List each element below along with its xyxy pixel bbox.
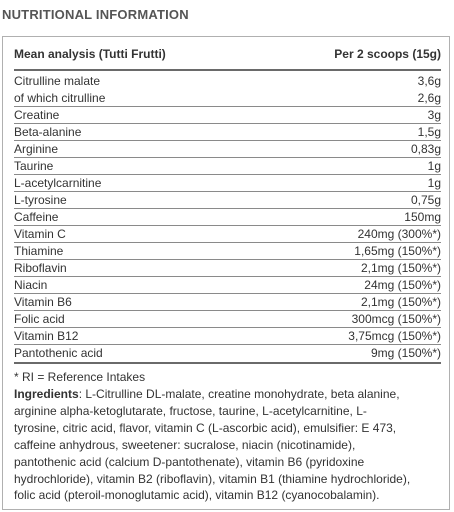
table-header	[14, 47, 441, 63]
header-divider	[14, 69, 441, 71]
table-row	[14, 311, 441, 328]
table-row	[14, 209, 441, 226]
nutrient-name: Thiamine	[14, 244, 64, 258]
nutrient-name: of which citrulline	[14, 91, 106, 105]
nutrient-name: Riboflavin	[14, 261, 67, 275]
nutrient-name: Taurine	[14, 159, 54, 173]
nutrient-value: 1g	[427, 176, 441, 190]
nutrition-panel	[2, 36, 450, 510]
nutrient-value: 300mcg (150%*)	[351, 312, 441, 326]
table-row	[14, 345, 441, 362]
nutrient-name: Vitamin B6	[14, 295, 72, 309]
nutrient-value: 9mg (150%*)	[370, 346, 441, 360]
nutrient-value: 2,6g	[417, 91, 441, 105]
table-row	[14, 175, 441, 192]
nutrient-value: 24mg (150%*)	[364, 278, 441, 292]
ingredients-text	[14, 386, 439, 504]
nutrient-name: Pantothenic acid	[14, 346, 103, 360]
nutrient-value: 3,75mcg (150%*)	[348, 329, 441, 343]
table-row	[14, 277, 441, 294]
table-row	[14, 294, 441, 311]
nutrient-name: Caffeine	[14, 210, 59, 224]
reference-intake-footnote: * RI = Reference Intakes	[14, 370, 146, 384]
ingredients-line-text: : L-Citrulline DL-malate, creatine monohydrate, beta alanine,	[78, 387, 400, 401]
nutrient-name: Vitamin C	[14, 227, 66, 241]
ingredients-line: tyrosine, citric acid, flavor, vitamin C (L-ascorbic acid), emulsifier: E 473,	[14, 420, 397, 435]
page-title: NUTRITIONAL INFORMATION	[2, 7, 189, 22]
nutrient-name: Vitamin B12	[14, 329, 79, 343]
nutrient-name: L-tyrosine	[14, 193, 67, 207]
ingredients-line: arginine alpha-ketoglutarate, fructose, taurine, L-acetylcarnitine, L-	[14, 403, 367, 418]
nutrient-name: Beta-alanine	[14, 125, 82, 139]
table-row	[14, 158, 441, 175]
ingredients-label: Ingredients	[14, 387, 79, 401]
nutrient-value: 0,83g	[410, 142, 441, 156]
footnote-divider	[14, 362, 441, 364]
nutrient-name: Arginine	[14, 142, 59, 156]
ingredients-line: caffeine anhydrous, sweetener: sucralose, niacin (nicotinamide),	[14, 437, 356, 452]
nutrient-name: Citrulline malate	[14, 74, 101, 88]
header-per-serving: Per 2 scoops (15g)	[334, 47, 441, 61]
table-row	[14, 141, 441, 158]
nutrient-value: 3g	[427, 108, 441, 122]
ingredients-line	[14, 386, 439, 403]
table-row	[14, 124, 441, 141]
nutrient-value: 240mg (300%*)	[357, 227, 441, 241]
nutrient-name: L-acetylcarnitine	[14, 176, 102, 190]
table-row	[14, 243, 441, 260]
table-row	[14, 328, 441, 345]
header-mean-analysis: Mean analysis (Tutti Frutti)	[14, 47, 166, 61]
nutrient-table	[14, 73, 441, 362]
table-row	[14, 226, 441, 243]
ingredients-line: hydrochloride), vitamin B2 (riboflavin), vitamin B1 (thiamine hydrochloride),	[14, 471, 411, 486]
table-row	[14, 90, 441, 107]
ingredients-line: pantothenic acid (calcium D-pantothenate), vitamin B6 (pyridoxine	[14, 454, 365, 469]
nutrient-name: Niacin	[14, 278, 48, 292]
nutrient-value: 150mg	[404, 210, 441, 224]
table-row	[14, 260, 441, 277]
nutrient-value: 2,1mg (150%*)	[360, 261, 441, 275]
table-row	[14, 192, 441, 209]
nutrient-name: Folic acid	[14, 312, 65, 326]
table-row	[14, 107, 441, 124]
nutrient-value: 2,1mg (150%*)	[360, 295, 441, 309]
nutrient-value: 3,6g	[417, 74, 441, 88]
nutrient-value: 0,75g	[410, 193, 441, 207]
table-row	[14, 73, 441, 90]
ingredients-line: folic acid (pteroil-monoglutamic acid), vitamin B12 (cyanocobalamin).	[14, 488, 380, 503]
nutrient-value: 1,65mg (150%*)	[354, 244, 441, 258]
nutrient-value: 1g	[427, 159, 441, 173]
nutrient-name: Creatine	[14, 108, 60, 122]
nutrient-value: 1,5g	[417, 125, 441, 139]
